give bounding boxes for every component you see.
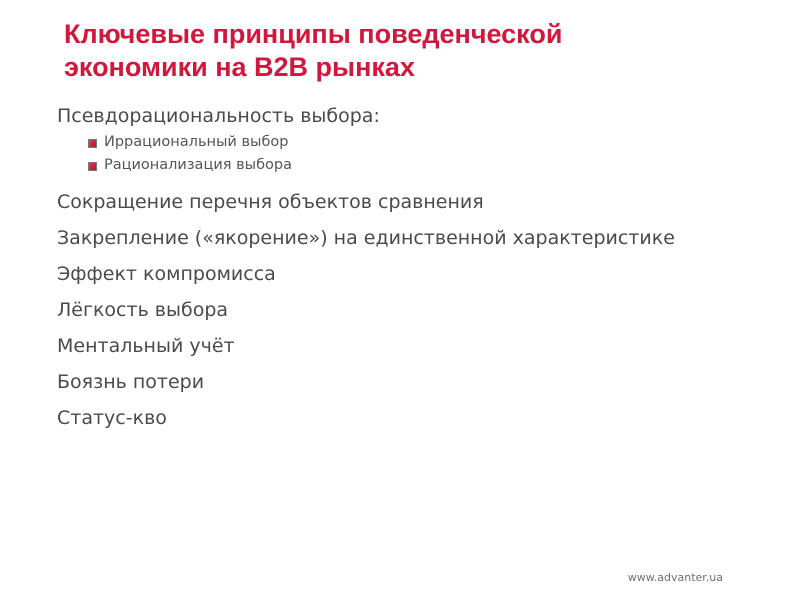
footer-website-url: www.advanter.ua [627,571,723,584]
slide-title-line-1: Ключевые принципы поведенческой [64,19,563,49]
list-item-anchoring: Закрепление («якорение») на единственной характеристике [57,227,675,249]
list-item-mental-accounting: Ментальный учёт [57,335,235,357]
sublist-item-label: Иррациональный выбор [104,134,289,150]
list-item-compromise-effect: Эффект компромисса [57,263,276,285]
sublist-item-irrational-choice [88,131,777,154]
list-item-comparison-reduction: Сокращение перечня объектов сравнения [57,191,484,213]
list-item-status-quo: Статус-кво [57,407,167,429]
slide-title-line-2: экономики на B2B рынках [64,52,415,82]
list-item-pseudo-rationality: Псевдорациональность выбора: [57,105,380,127]
sublist-item-label: Рационализация выбора [104,157,292,173]
principles-list [57,103,777,441]
square-bullet-icon [88,139,97,148]
sublist-item-choice-rationalization [88,154,777,177]
list-item-ease-of-choice: Лёгкость выбора [57,299,229,321]
square-bullet-icon [88,162,97,171]
sublist-pseudo-rationality [57,131,777,177]
list-item-loss-aversion: Боязнь потери [57,371,205,393]
slide-title [64,18,764,84]
